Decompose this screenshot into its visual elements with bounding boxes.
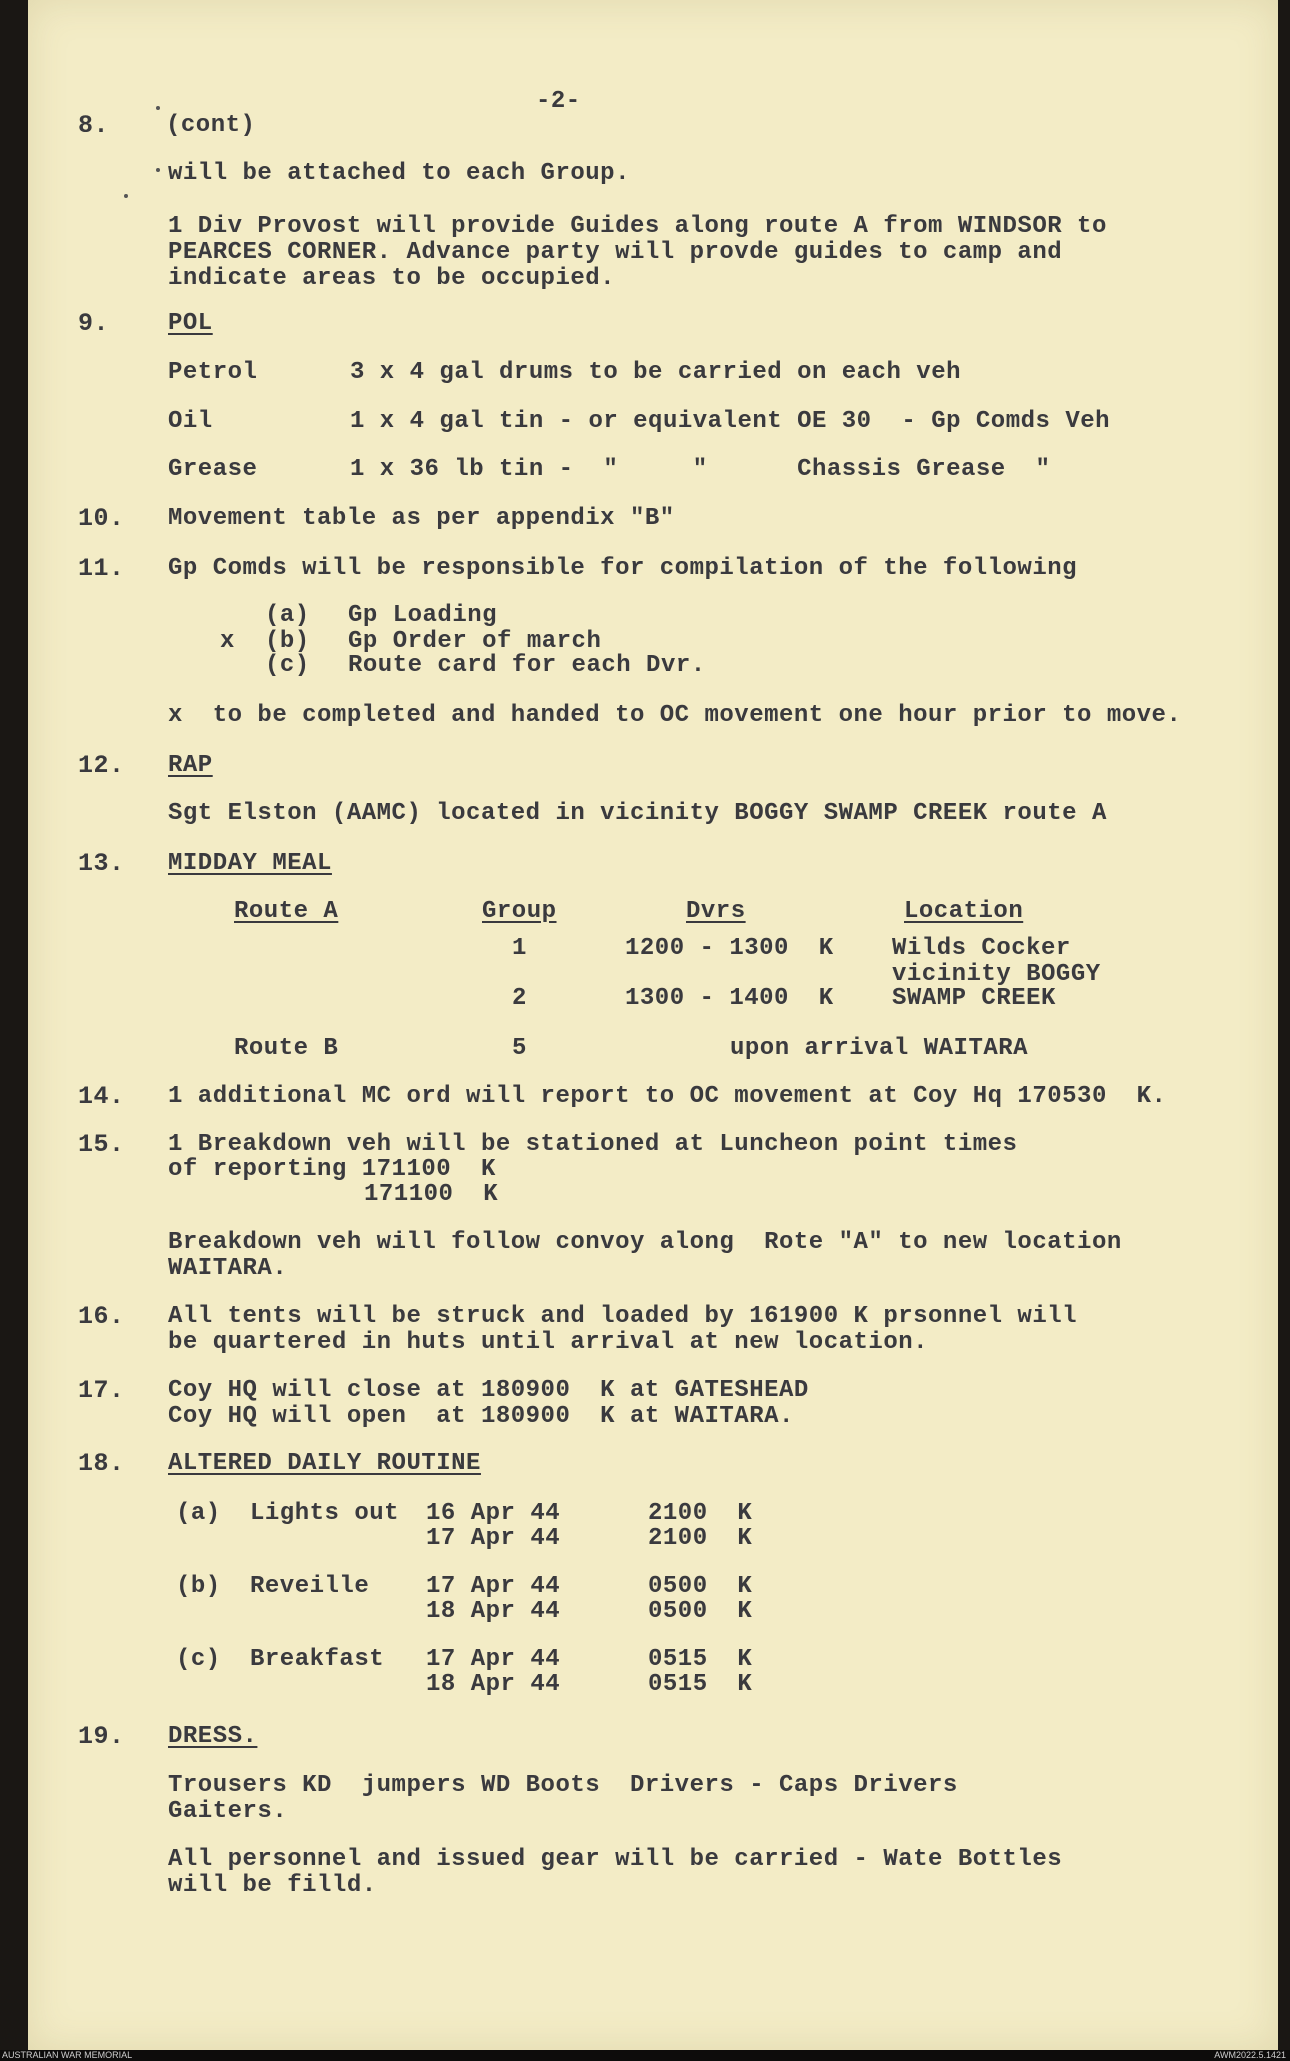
section-heading: RAP: [168, 752, 213, 779]
table-cell: upon arrival WAITARA: [730, 1035, 1029, 1062]
item-letter: (a): [265, 602, 310, 629]
section-heading: POL: [168, 310, 213, 337]
table-cell: Wilds Cocker: [892, 935, 1071, 962]
routine-date: 18 Apr 44: [426, 1671, 561, 1698]
paragraph-line: 1 Div Provost will provide Guides along route A from WINDSOR to: [168, 213, 1107, 240]
paragraph-line: All personnel and issued gear will be carried - Wate Bottles: [168, 1846, 1063, 1873]
routine-letter: (a): [176, 1500, 221, 1527]
routine-date: 17 Apr 44: [426, 1646, 561, 1673]
table-header: Route A: [234, 898, 339, 925]
pol-value: 3 x 4 gal drums to be carried on each veh: [350, 359, 961, 386]
routine-date: 17 Apr 44: [426, 1525, 561, 1552]
section-number: 10.: [78, 504, 125, 533]
routine-letter: (b): [176, 1573, 221, 1600]
archive-footer: [0, 2050, 1290, 2061]
footer-institution: AUSTRALIAN WAR MEMORIAL: [2, 2050, 133, 2060]
item-mark: x: [220, 628, 235, 655]
section-number: 9.: [78, 309, 110, 338]
paragraph-line: Gp Comds will be responsible for compilation of the following: [168, 555, 1078, 582]
paragraph-line: of reporting 171100 K: [168, 1156, 496, 1183]
paragraph-line: Breakdown veh will follow convoy along Rote "A" to new location: [168, 1229, 1122, 1256]
item-letter: (b): [265, 628, 310, 655]
paragraph-line: will be attached to each Group.: [168, 160, 630, 187]
paragraph-line: Gaiters.: [168, 1798, 288, 1825]
paragraph-line: indicate areas to be occupied.: [168, 265, 616, 292]
section-number: 11.: [78, 554, 125, 583]
paragraph-line: All tents will be struck and loaded by 161900 K prsonnel will: [168, 1303, 1078, 1330]
table-cell: 1300 - 1400 K: [625, 985, 834, 1012]
pol-label: Petrol: [168, 359, 258, 386]
table-cell: 1200 - 1300 K: [625, 935, 834, 962]
paragraph-line: x to be completed and handed to OC movement one hour prior to move.: [168, 702, 1182, 729]
table-cell: SWAMP CREEK: [892, 985, 1056, 1012]
routine-letter: (c): [176, 1646, 221, 1673]
table-cell: vicinity BOGGY: [892, 961, 1101, 988]
item-text: Gp Loading: [348, 602, 498, 629]
ink-dot: [124, 194, 128, 198]
table-header: Location: [904, 898, 1024, 925]
paragraph-line: Sgt Elston (AAMC) located in vicinity BOGGY SWAMP CREEK route A: [168, 800, 1107, 827]
continued-label: (cont): [166, 112, 256, 139]
paragraph-line: PEARCES CORNER. Advance party will provde guides to camp and: [168, 239, 1063, 266]
page-number: -2-: [536, 88, 581, 115]
paragraph-line: Coy HQ will close at 180900 K at GATESHEAD: [168, 1377, 809, 1404]
routine-time: 2100 K: [648, 1525, 753, 1552]
routine-date: 17 Apr 44: [426, 1573, 561, 1600]
table-cell: 5: [512, 1035, 527, 1062]
section-heading: ALTERED DAILY ROUTINE: [168, 1450, 481, 1477]
paragraph-line: be quartered in huts until arrival at new location.: [168, 1329, 929, 1356]
paragraph-line: 171100 K: [364, 1181, 499, 1208]
ink-dot: [156, 168, 160, 172]
section-number: 17.: [78, 1376, 125, 1405]
routine-label: Reveille: [250, 1573, 370, 1600]
paragraph-line: WAITARA.: [168, 1255, 288, 1282]
item-letter: (c): [265, 652, 310, 679]
section-number: 13.: [78, 849, 125, 878]
section-heading: DRESS.: [168, 1723, 258, 1750]
item-text: Gp Order of march: [348, 628, 602, 655]
routine-time: 0500 K: [648, 1598, 753, 1625]
table-header: Group: [482, 898, 557, 925]
section-number: 8.: [78, 111, 110, 140]
paragraph-line: 1 Breakdown veh will be stationed at Luncheon point times: [168, 1131, 1018, 1158]
section-number: 19.: [78, 1722, 125, 1751]
table-cell: 1: [512, 935, 527, 962]
pol-label: Oil: [168, 408, 213, 435]
footer-reference: AWM2022.5.1421: [1214, 2050, 1286, 2060]
section-heading: MIDDAY MEAL: [168, 850, 332, 877]
routine-label: Lights out: [250, 1500, 400, 1527]
section-number: 12.: [78, 751, 125, 780]
pol-value: 1 x 4 gal tin - or equivalent OE 30 - Gp Comds Veh: [350, 408, 1111, 435]
item-text: Route card for each Dvr.: [348, 652, 706, 679]
section-number: 15.: [78, 1130, 125, 1159]
paragraph-line: 1 additional MC ord will report to OC movement at Coy Hq 170530 K.: [168, 1083, 1167, 1110]
paragraph-line: will be filld.: [168, 1872, 377, 1899]
table-cell: 2: [512, 985, 527, 1012]
pol-label: Grease: [168, 456, 258, 483]
paragraph-line: Movement table as per appendix "B": [168, 505, 675, 532]
routine-time: 0515 K: [648, 1646, 753, 1673]
section-number: 14.: [78, 1082, 125, 1111]
paragraph-line: Coy HQ will open at 180900 K at WAITARA.: [168, 1403, 794, 1430]
routine-time: 0500 K: [648, 1573, 753, 1600]
document-page: [28, 0, 1278, 2050]
ink-dot: [156, 106, 160, 110]
section-number: 16.: [78, 1302, 125, 1331]
routine-time: 0515 K: [648, 1671, 753, 1698]
paragraph-line: Trousers KD jumpers WD Boots Drivers - Caps Drivers: [168, 1772, 958, 1799]
routine-date: 16 Apr 44: [426, 1500, 561, 1527]
routine-date: 18 Apr 44: [426, 1598, 561, 1625]
routine-label: Breakfast: [250, 1646, 385, 1673]
section-number: 18.: [78, 1449, 125, 1478]
pol-value: 1 x 36 lb tin - " " Chassis Grease ": [350, 456, 1051, 483]
table-header: Dvrs: [686, 898, 746, 925]
table-cell: Route B: [234, 1035, 339, 1062]
routine-time: 2100 K: [648, 1500, 753, 1527]
